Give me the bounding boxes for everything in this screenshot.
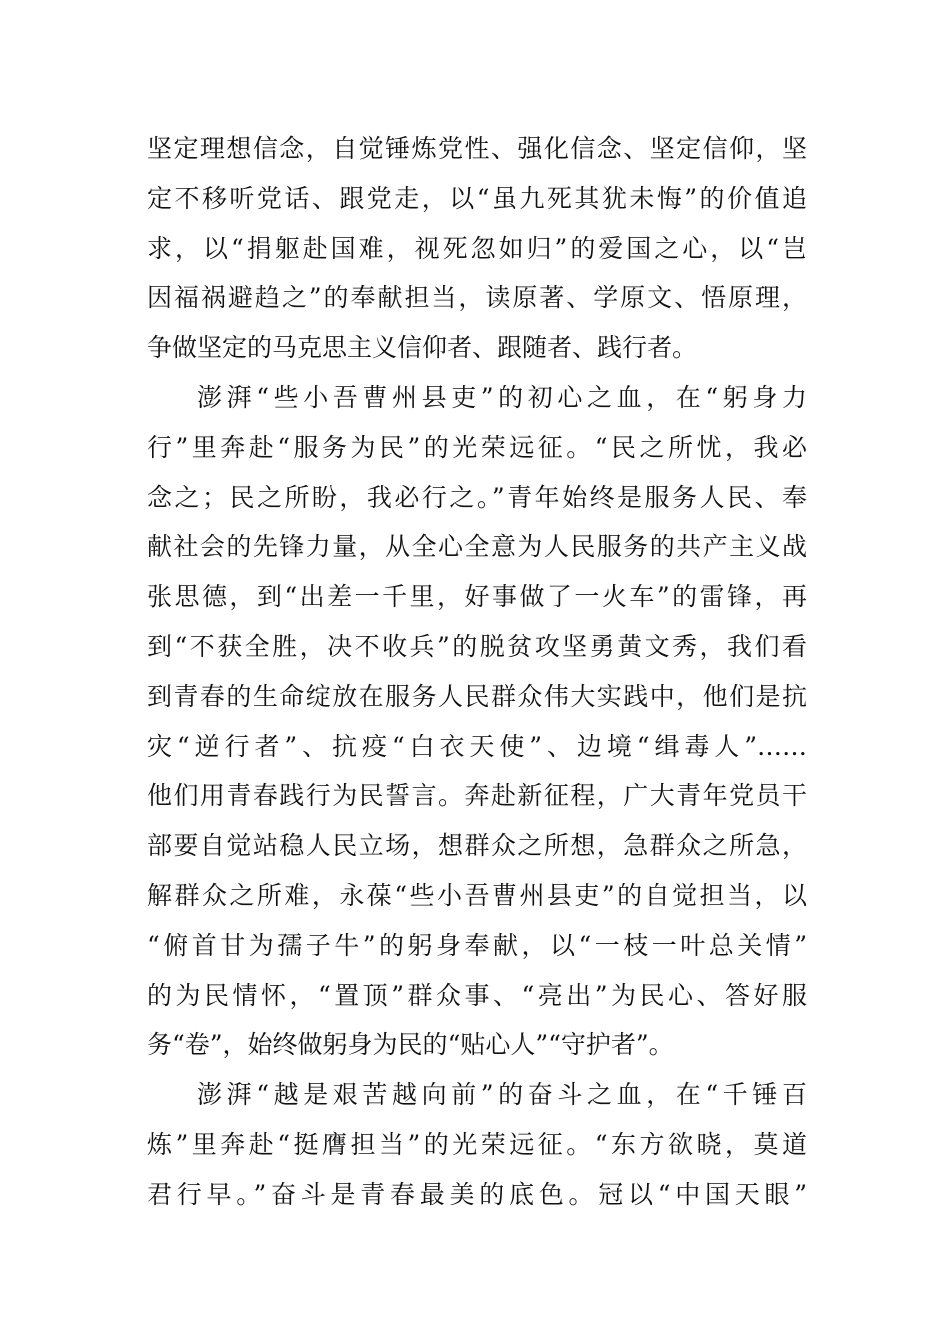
text-line: 他们用青春践行为民誓言。奔赴新征程，广大青年党员干 bbox=[147, 781, 807, 811]
text-line: 念之；民之所盼，我必行之。”青年始终是服务人民、奉 bbox=[147, 482, 807, 512]
text-line: 张思德，到“出差一千里，好事做了一火车”的雷锋，再 bbox=[147, 582, 807, 612]
text-line: 献社会的先锋力量，从全心全意为人民服务的共产主义战 bbox=[147, 532, 807, 562]
text-line: 解群众之所难，永葆“些小吾曹州县吏”的自觉担当，以 bbox=[147, 880, 807, 910]
text-line: 澎湃“些小吾曹州县吏”的初心之血，在“躬身力 bbox=[197, 382, 807, 412]
text-line: 争做坚定的马克思主义信仰者、跟随者、践行者。 bbox=[147, 333, 698, 363]
text-line: 求，以“捐躯赴国难，视死忽如归”的爱国之心，以“岂 bbox=[147, 233, 807, 263]
text-line: 到“不获全胜，决不收兵”的脱贫攻坚勇黄文秀，我们看 bbox=[147, 631, 807, 661]
text-line: 澎湃“越是艰苦越向前”的奋斗之血，在“千锤百 bbox=[197, 1080, 807, 1110]
text-line: 定不移听党话、跟党走，以“虽九死其犹未悔”的价值追 bbox=[147, 183, 807, 213]
text-line: 部要自觉站稳人民立场，想群众之所想，急群众之所急， bbox=[147, 831, 807, 861]
text-line: 行”里奔赴“服务为民”的光荣远征。“民之所忧，我必 bbox=[147, 432, 807, 462]
text-line: 君行早。”奋斗是青春最美的底色。冠以“中国天眼” bbox=[147, 1179, 807, 1209]
text-line: 坚定理想信念，自觉锤炼党性、强化信念、坚定信仰，坚 bbox=[147, 134, 807, 163]
text-line: 的为民情怀，“置顶”群众事、“亮出”为民心、答好服 bbox=[147, 980, 807, 1010]
text-line: 因福祸避趋之”的奉献担当，读原著、学原文、悟原理， bbox=[147, 283, 807, 313]
text-line: 到青春的生命绽放在服务人民群众伟大实践中，他们是抗 bbox=[147, 681, 807, 711]
text-line: “俯首甘为孺子牛”的躬身奉献，以“一枝一叶总关情” bbox=[147, 930, 807, 960]
text-line: 灾“逆行者”、抗疫“白衣天使”、边境“缉毒人”…… bbox=[147, 731, 807, 761]
text-line: 炼”里奔赴“挺膺担当”的光荣远征。“东方欲晓，莫道 bbox=[147, 1129, 807, 1159]
document-body bbox=[147, 124, 807, 1220]
text-line: 务“卷”，始终做躬身为民的“贴心人”“守护者”。 bbox=[147, 1030, 674, 1060]
